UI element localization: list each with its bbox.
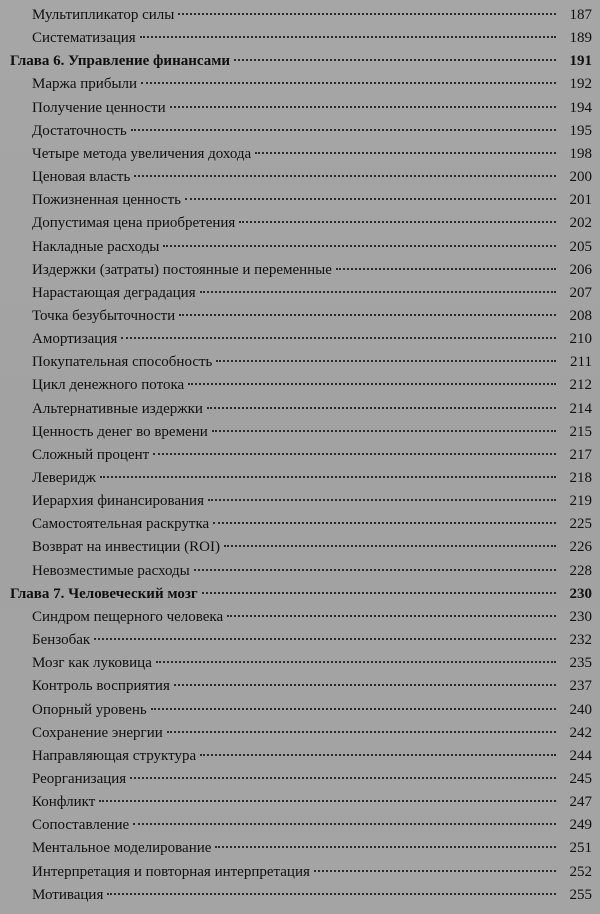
- dot-leader: [234, 59, 556, 61]
- toc-entry: [32, 97, 592, 119]
- dot-leader: [163, 245, 556, 247]
- page-number: 191: [569, 53, 592, 70]
- page-number: 194: [569, 99, 592, 116]
- entry-title: Возврат на инвестиции (ROI): [32, 539, 220, 556]
- page-number: 202: [569, 215, 592, 232]
- dot-leader: [336, 268, 556, 270]
- dot-leader: [224, 545, 556, 547]
- page-number: 230: [569, 585, 592, 602]
- entry-title: Мозг как луковица: [32, 655, 152, 672]
- toc-entry: [32, 768, 592, 790]
- page-number: 251: [569, 840, 592, 857]
- entry-title: Ментальное моделирование: [32, 840, 212, 857]
- toc-chapter: [10, 583, 592, 605]
- entry-title: Покупательная способность: [32, 354, 213, 371]
- dot-leader: [215, 846, 556, 848]
- dot-leader: [208, 499, 556, 501]
- entry-title: Четыре метода увеличения дохода: [32, 145, 252, 162]
- page-number: 211: [570, 354, 592, 371]
- entry-title: Конфликт: [32, 794, 96, 811]
- toc-entry: [32, 490, 592, 512]
- page-number: 226: [569, 539, 592, 556]
- dot-leader: [121, 337, 556, 339]
- dot-leader: [94, 638, 556, 640]
- page-number: 210: [569, 331, 592, 348]
- toc-entry: [32, 27, 592, 49]
- dot-leader: [207, 407, 556, 409]
- dot-leader: [314, 870, 556, 872]
- entry-title: Цикл денежного потока: [32, 377, 185, 394]
- toc-entry: [32, 212, 592, 234]
- dot-leader: [188, 383, 556, 385]
- dot-leader: [170, 106, 556, 108]
- entry-title: Ценность денег во времени: [32, 423, 208, 440]
- toc-entry: [32, 374, 592, 396]
- toc-entry: [32, 166, 592, 188]
- dot-leader: [140, 36, 556, 38]
- dot-leader: [133, 823, 556, 825]
- entry-title: Мотивация: [32, 886, 104, 903]
- entry-title: Мультипликатор силы: [32, 7, 175, 23]
- page-number: 230: [569, 608, 592, 625]
- toc-entry: [32, 467, 592, 489]
- page-number: 244: [569, 747, 592, 764]
- page-number: 214: [569, 400, 592, 417]
- dot-leader: [156, 661, 556, 663]
- dot-leader: [174, 684, 556, 686]
- entry-title: Самостоятельная раскрутка: [32, 516, 210, 533]
- toc-entry: [32, 837, 592, 859]
- page-number: 187: [569, 7, 592, 23]
- page-number: 228: [569, 562, 592, 579]
- entry-title: Синдром пещерного человека: [32, 608, 224, 625]
- page-number: 201: [569, 192, 592, 209]
- dot-leader: [200, 754, 556, 756]
- dot-leader: [153, 453, 556, 455]
- toc-entry: [32, 143, 592, 165]
- dot-leader: [134, 175, 556, 177]
- dot-leader: [178, 13, 556, 15]
- toc-entry: [32, 73, 592, 95]
- dot-leader: [239, 221, 556, 223]
- entry-title: Направляющая структура: [32, 747, 197, 764]
- dot-leader: [131, 129, 556, 131]
- toc-entry: [32, 351, 592, 373]
- page-number: 192: [569, 76, 592, 93]
- toc-entry: [32, 884, 592, 906]
- toc-entry: [32, 444, 592, 466]
- entry-title: Опорный уровень: [32, 701, 147, 718]
- entry-title: Маржа прибыли: [32, 76, 138, 93]
- toc-entry: [32, 722, 592, 744]
- toc-entry: [32, 328, 592, 350]
- toc-entry: [32, 513, 592, 535]
- dot-leader: [99, 800, 556, 802]
- entry-title: Контроль восприятия: [32, 678, 170, 695]
- entry-title: Систематизация: [32, 30, 136, 47]
- toc-chapter: [10, 50, 592, 72]
- entry-title: Альтернативные издержки: [32, 400, 203, 417]
- entry-title: Ценовая власть: [32, 169, 131, 186]
- toc-entry: [32, 814, 592, 836]
- page-number: 200: [569, 169, 592, 186]
- chapter-title: Глава 7. Человеческий мозг: [10, 585, 198, 602]
- page-number: 245: [569, 770, 592, 787]
- dot-leader: [130, 777, 556, 779]
- dot-leader: [213, 522, 556, 524]
- entry-title: Невозместимые расходы: [32, 562, 190, 579]
- dot-leader: [194, 569, 556, 571]
- entry-title: Получение ценности: [32, 99, 166, 116]
- entry-title: Реорганизация: [32, 770, 127, 787]
- page-number: 232: [569, 632, 592, 649]
- toc-entry: [32, 189, 592, 211]
- chapter-title: Глава 6. Управление финансами: [10, 53, 231, 70]
- toc-entry: [32, 421, 592, 443]
- dot-leader: [200, 291, 556, 293]
- dot-leader: [185, 198, 556, 200]
- toc-entry: [32, 4, 592, 26]
- toc-entry: [32, 675, 592, 697]
- dot-leader: [216, 360, 556, 362]
- entry-title: Точка безубыточности: [32, 307, 176, 324]
- dot-leader: [107, 893, 556, 895]
- toc-entry: [32, 259, 592, 281]
- page-number: 215: [569, 423, 592, 440]
- dot-leader: [100, 476, 556, 478]
- entry-title: Достаточность: [32, 122, 127, 139]
- page-number: 225: [569, 516, 592, 533]
- page-number: 252: [569, 863, 592, 880]
- page-number: 217: [569, 446, 592, 463]
- entry-title: Пожизненная ценность: [32, 192, 181, 209]
- toc-entry: [32, 791, 592, 813]
- entry-title: Интерпретация и повторная интерпретация: [32, 863, 310, 880]
- toc-entry: [32, 536, 592, 558]
- page-number: 235: [569, 655, 592, 672]
- toc-entry: [32, 699, 592, 721]
- entry-title: Леверидж: [32, 470, 96, 486]
- page-number: 240: [569, 701, 592, 718]
- toc-entry: [32, 745, 592, 767]
- toc-entry: [32, 398, 592, 420]
- page-number: 212: [569, 377, 592, 394]
- page-number: 205: [569, 238, 592, 255]
- dot-leader: [212, 430, 556, 432]
- dot-leader: [255, 152, 556, 154]
- dot-leader: [167, 731, 556, 733]
- entry-title: Сложный процент: [32, 446, 150, 463]
- page-number: 208: [569, 307, 592, 324]
- page-number: 247: [569, 794, 592, 811]
- toc-entry: [32, 560, 592, 582]
- page-number: 206: [569, 261, 592, 278]
- dot-leader: [151, 708, 556, 710]
- dot-leader: [141, 82, 556, 84]
- page-number: 249: [569, 817, 592, 834]
- toc-entry: [32, 861, 592, 883]
- page-number: 218: [569, 470, 592, 486]
- page-number: 242: [569, 724, 592, 741]
- dot-leader: [179, 314, 556, 316]
- entry-title: Нарастающая деградация: [32, 284, 196, 301]
- toc-entry: [32, 652, 592, 674]
- toc-entry: [32, 236, 592, 258]
- entry-title: Издержки (затраты) постоянные и переменные: [32, 261, 332, 278]
- toc-entry: [32, 305, 592, 327]
- page-number: 207: [569, 284, 592, 301]
- toc-entry: [32, 606, 592, 628]
- toc-entry: [32, 282, 592, 304]
- page-number: 219: [569, 493, 592, 510]
- page-number: 237: [569, 678, 592, 695]
- toc-entry: [32, 120, 592, 142]
- entry-title: Сопоставление: [32, 817, 130, 834]
- dot-leader: [227, 615, 556, 617]
- entry-title: Накладные расходы: [32, 238, 160, 255]
- entry-title: Сохранение энергии: [32, 724, 163, 741]
- toc-entry: [32, 629, 592, 651]
- entry-title: Иерархия финансирования: [32, 493, 204, 510]
- page-number: 255: [569, 886, 592, 903]
- page-number: 189: [569, 30, 592, 47]
- page-number: 195: [569, 122, 592, 139]
- dot-leader: [202, 592, 556, 594]
- entry-title: Амортизация: [32, 331, 118, 348]
- page-number: 198: [569, 145, 592, 162]
- entry-title: Допустимая цена приобретения: [32, 215, 236, 232]
- entry-title: Бензобак: [32, 632, 91, 649]
